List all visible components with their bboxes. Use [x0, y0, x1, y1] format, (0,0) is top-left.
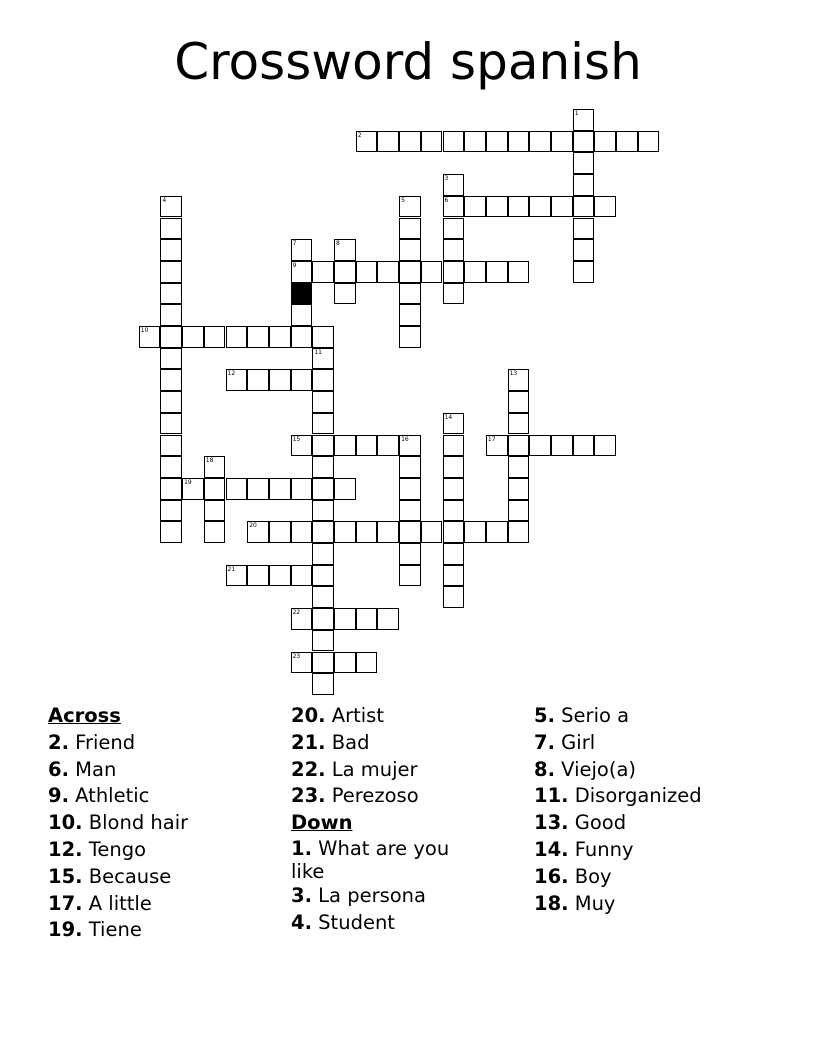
grid-cell[interactable] — [291, 369, 313, 391]
clue-number: 12 — [227, 370, 236, 378]
grid-cell[interactable] — [529, 196, 551, 218]
clue-number: 17 — [487, 435, 496, 443]
grid-cell[interactable] — [399, 131, 421, 153]
grid-cell[interactable] — [160, 304, 182, 326]
grid-cell[interactable] — [443, 261, 465, 283]
grid-cell[interactable] — [291, 652, 313, 674]
clue-number-label: 20. — [291, 704, 326, 727]
grid-cell[interactable] — [421, 521, 443, 543]
grid-cell[interactable] — [312, 391, 334, 413]
grid-cell[interactable] — [312, 478, 334, 500]
clue-text: Boy — [568, 864, 612, 888]
grid-cell[interactable] — [399, 304, 421, 326]
clue-text: Man — [68, 757, 117, 781]
across-clue — [48, 730, 278, 757]
grid-cell[interactable] — [508, 131, 530, 153]
grid-cell[interactable] — [204, 326, 226, 348]
grid-cell[interactable] — [377, 435, 399, 457]
grid-cell[interactable] — [508, 391, 530, 413]
across-clue — [48, 837, 278, 864]
grid-cell[interactable] — [399, 239, 421, 261]
grid-cell[interactable] — [312, 348, 334, 370]
grid-cell[interactable] — [182, 478, 204, 500]
grid-cell[interactable] — [508, 413, 530, 435]
grid-cell[interactable] — [334, 283, 356, 305]
clue-text: Student — [311, 910, 395, 934]
grid-cell[interactable] — [486, 131, 508, 153]
grid-cell[interactable] — [334, 521, 356, 543]
clue-number-label: 3. — [291, 883, 312, 907]
grid-cell[interactable] — [443, 543, 465, 565]
clue-number: 8 — [336, 240, 340, 248]
clue-number: 14 — [444, 413, 453, 421]
grid-cell[interactable] — [508, 261, 530, 283]
grid-cell[interactable] — [160, 326, 182, 348]
grid-cell[interactable] — [312, 630, 334, 652]
grid-cell[interactable] — [247, 565, 269, 587]
grid-cell[interactable] — [551, 196, 573, 218]
clue-number: 15 — [292, 435, 301, 443]
grid-cell[interactable] — [573, 196, 595, 218]
grid-cell[interactable] — [573, 261, 595, 283]
grid-cell[interactable] — [312, 521, 334, 543]
across-clue — [48, 757, 278, 784]
clue-column-1 — [48, 703, 278, 944]
across-clue — [48, 810, 278, 837]
grid-cell[interactable] — [573, 152, 595, 174]
clue-text: Perezoso — [325, 784, 419, 808]
grid-cell[interactable] — [247, 478, 269, 500]
clue-text: What are you like — [291, 836, 450, 883]
clue-number: 1 — [574, 110, 579, 117]
clue-number-label: 19. — [48, 918, 83, 942]
grid-cell[interactable] — [508, 435, 530, 457]
grid-cell[interactable] — [291, 304, 313, 326]
grid-cell[interactable] — [594, 435, 616, 457]
grid-cell[interactable] — [269, 478, 291, 500]
grid-cell[interactable] — [377, 608, 399, 630]
grid-cell[interactable] — [356, 521, 378, 543]
grid-cell[interactable] — [573, 174, 595, 196]
grid-cell[interactable] — [464, 261, 486, 283]
grid-cell[interactable] — [204, 500, 226, 522]
grid-cell[interactable] — [443, 586, 465, 608]
down-clue — [534, 783, 764, 810]
grid-cell[interactable] — [312, 413, 334, 435]
grid-cell[interactable] — [573, 435, 595, 457]
clue-number-label: 1. — [291, 836, 312, 860]
grid-cell[interactable] — [160, 521, 182, 543]
grid-cell[interactable] — [508, 369, 530, 391]
grid-cell[interactable] — [312, 261, 334, 283]
grid-cell[interactable] — [399, 326, 421, 348]
grid-cell[interactable] — [291, 261, 313, 283]
page-title: Crossword spanish — [174, 33, 642, 91]
grid-cell[interactable] — [291, 478, 313, 500]
clue-text: Friend — [68, 730, 136, 754]
grid-cell[interactable] — [226, 565, 248, 587]
grid-cell[interactable] — [399, 435, 421, 457]
grid-cell[interactable] — [269, 565, 291, 587]
down-heading: Down — [291, 811, 353, 835]
grid-cell[interactable] — [464, 131, 486, 153]
clue-text: Athletic — [68, 784, 150, 808]
grid-cell[interactable] — [594, 131, 616, 153]
down-clue — [291, 883, 521, 910]
grid-cell[interactable] — [269, 521, 291, 543]
grid-cell[interactable] — [443, 196, 465, 218]
clue-column-3 — [534, 703, 764, 917]
clue-text: La mujer — [325, 757, 418, 781]
grid-cell[interactable] — [204, 456, 226, 478]
clue-number: 3 — [444, 175, 449, 183]
clue-text: Viejo(a) — [554, 757, 637, 781]
grid-cell[interactable] — [443, 435, 465, 457]
grid-cell[interactable] — [160, 500, 182, 522]
grid-cell[interactable] — [421, 261, 443, 283]
clue-number-label: 21. — [291, 730, 326, 754]
grid-cell[interactable] — [486, 435, 508, 457]
grid-cell[interactable] — [312, 673, 334, 695]
grid-cell[interactable] — [139, 326, 161, 348]
down-clue — [534, 757, 764, 784]
grid-cell[interactable] — [421, 131, 443, 153]
down-clue — [534, 891, 764, 918]
grid-cell[interactable] — [356, 435, 378, 457]
clue-text: Girl — [554, 730, 596, 754]
clue-number-label: 14. — [534, 837, 569, 861]
grid-cell[interactable] — [399, 565, 421, 587]
grid-cell[interactable] — [160, 413, 182, 435]
clue-text: Disorganized — [568, 784, 702, 808]
clue-number: 13 — [509, 370, 518, 378]
clue-text: A little — [82, 891, 152, 915]
clue-number-label: 10. — [48, 811, 83, 835]
clue-number: 19 — [184, 478, 192, 486]
grid-cell[interactable] — [616, 131, 638, 153]
grid-cell[interactable] — [312, 565, 334, 587]
clue-text: Tiene — [82, 918, 142, 942]
across-clue-list — [48, 730, 278, 944]
grid-cell[interactable] — [334, 239, 356, 261]
grid-cell[interactable] — [204, 521, 226, 543]
across-clue — [48, 864, 278, 891]
grid-cell[interactable] — [160, 435, 182, 457]
clue-column-2 — [291, 703, 521, 937]
down-clue — [534, 703, 764, 730]
grid-cell[interactable] — [443, 456, 465, 478]
clue-text: La persona — [311, 883, 426, 907]
grid-cell[interactable] — [508, 521, 530, 543]
grid-cell[interactable] — [226, 478, 248, 500]
grid-cell[interactable] — [160, 283, 182, 305]
clue-number: 18 — [205, 457, 214, 465]
grid-cell[interactable] — [399, 218, 421, 240]
clue-number: 10 — [140, 327, 149, 334]
grid-cell[interactable] — [377, 131, 399, 153]
grid-cell[interactable] — [529, 435, 551, 457]
grid-cell[interactable] — [291, 239, 313, 261]
clue-text: Muy — [568, 891, 616, 915]
grid-cell[interactable] — [160, 218, 182, 240]
down-clue-list — [291, 837, 521, 937]
grid-cell[interactable] — [226, 326, 248, 348]
across-clue — [48, 783, 278, 810]
grid-cell[interactable] — [312, 369, 334, 391]
across-clue-list-continued — [291, 703, 521, 810]
grid-cell[interactable] — [573, 131, 595, 153]
down-clue-list-continued — [534, 703, 764, 917]
grid-cell[interactable] — [312, 586, 334, 608]
clue-number-label: 4. — [291, 910, 312, 934]
grid-cell[interactable] — [312, 456, 334, 478]
clue-number: 21 — [227, 565, 236, 573]
grid-cell[interactable] — [551, 435, 573, 457]
grid-cell[interactable] — [443, 565, 465, 587]
grid-cell[interactable] — [464, 521, 486, 543]
grid-cell[interactable] — [443, 131, 465, 153]
grid-cell[interactable] — [356, 608, 378, 630]
down-clue — [534, 864, 764, 891]
clue-number-label: 5. — [534, 704, 555, 727]
grid-cell[interactable] — [160, 456, 182, 478]
grid-cell[interactable] — [399, 261, 421, 283]
down-clue — [534, 730, 764, 757]
grid-cell[interactable] — [508, 456, 530, 478]
grid-cell[interactable] — [638, 131, 660, 153]
clue-text: Artist — [325, 704, 384, 727]
grid-cell[interactable] — [508, 500, 530, 522]
across-clue — [48, 917, 278, 944]
grid-cell[interactable] — [291, 521, 313, 543]
grid-cell[interactable] — [334, 435, 356, 457]
grid-cell[interactable] — [443, 413, 465, 435]
grid-cell[interactable] — [443, 283, 465, 305]
clue-number-label: 22. — [291, 757, 326, 781]
grid-cell[interactable] — [160, 196, 182, 218]
grid-cell[interactable] — [443, 500, 465, 522]
down-clue — [291, 910, 521, 937]
clue-number: 23 — [292, 652, 301, 660]
grid-cell[interactable] — [312, 435, 334, 457]
grid-cell[interactable] — [399, 521, 421, 543]
grid-cell[interactable] — [486, 521, 508, 543]
grid-cell[interactable] — [291, 565, 313, 587]
grid-cell[interactable] — [508, 478, 530, 500]
grid-cell[interactable] — [594, 196, 616, 218]
grid-cell[interactable] — [573, 218, 595, 240]
grid-cell[interactable] — [160, 348, 182, 370]
across-clue — [291, 730, 521, 757]
grid-cell[interactable] — [529, 131, 551, 153]
grid-cell[interactable] — [312, 326, 334, 348]
grid-cell[interactable] — [312, 608, 334, 630]
grid-cell[interactable] — [160, 391, 182, 413]
clue-number-label: 11. — [534, 784, 569, 808]
grid-cell[interactable] — [334, 608, 356, 630]
grid-cell[interactable] — [486, 261, 508, 283]
clue-number-label: 15. — [48, 864, 83, 888]
clue-number-label: 6. — [48, 757, 69, 781]
across-clue — [291, 757, 521, 784]
grid-cell[interactable] — [573, 109, 595, 131]
clue-text: Good — [568, 811, 627, 835]
grid-cell[interactable] — [399, 500, 421, 522]
clue-text: Because — [82, 864, 172, 888]
grid-cell[interactable] — [508, 196, 530, 218]
grid-cell[interactable] — [399, 478, 421, 500]
grid-cell[interactable] — [399, 543, 421, 565]
clue-number: 5 — [401, 196, 405, 204]
grid-cell[interactable] — [356, 652, 378, 674]
grid-cell[interactable] — [377, 521, 399, 543]
grid-cell[interactable] — [443, 218, 465, 240]
clue-number: 9 — [292, 261, 297, 269]
grid-cell[interactable] — [312, 652, 334, 674]
grid-cell[interactable] — [399, 283, 421, 305]
grid-cell[interactable] — [160, 478, 182, 500]
clue-text: Funny — [568, 837, 634, 861]
grid-cell[interactable] — [334, 652, 356, 674]
clue-number: 16 — [401, 435, 409, 443]
clue-number: 6 — [444, 196, 449, 204]
across-heading: Across — [48, 704, 121, 727]
grid-cell[interactable] — [291, 435, 313, 457]
grid-cell[interactable] — [247, 326, 269, 348]
grid-cell[interactable] — [356, 261, 378, 283]
grid-cell[interactable] — [247, 521, 269, 543]
black-cell — [291, 283, 313, 305]
clue-number-label: 12. — [48, 837, 83, 861]
grid-cell[interactable] — [204, 478, 226, 500]
grid-cell[interactable] — [334, 478, 356, 500]
clue-text: Tengo — [82, 837, 147, 861]
grid-cell[interactable] — [160, 261, 182, 283]
grid-cell[interactable] — [334, 261, 356, 283]
grid-cell[interactable] — [247, 369, 269, 391]
grid-cell[interactable] — [160, 369, 182, 391]
grid-cell[interactable] — [291, 326, 313, 348]
clue-text: Blond hair — [82, 811, 189, 835]
grid-cell[interactable] — [443, 239, 465, 261]
grid-cell[interactable] — [443, 521, 465, 543]
across-clue — [48, 891, 278, 918]
down-clue — [534, 810, 764, 837]
clue-number: 22 — [292, 609, 301, 617]
grid-cell[interactable] — [486, 196, 508, 218]
down-clue — [291, 837, 476, 883]
clue-number-label: 8. — [534, 757, 555, 781]
clue-number-label: 18. — [534, 891, 569, 915]
clue-text: Bad — [325, 730, 370, 754]
grid-cell[interactable] — [377, 261, 399, 283]
grid-cell[interactable] — [443, 478, 465, 500]
clue-number-label: 17. — [48, 891, 83, 915]
clue-text: Serio a — [554, 704, 630, 727]
grid-cell[interactable] — [269, 369, 291, 391]
grid-cell[interactable] — [443, 174, 465, 196]
grid-cell[interactable] — [291, 608, 313, 630]
clue-number-label: 23. — [291, 784, 326, 808]
across-clue — [291, 783, 521, 810]
grid-cell[interactable] — [573, 239, 595, 261]
clue-number: 11 — [314, 348, 322, 356]
clue-number-label: 7. — [534, 730, 555, 754]
grid-cell[interactable] — [226, 369, 248, 391]
grid-cell[interactable] — [312, 543, 334, 565]
clue-number-label: 9. — [48, 784, 69, 808]
grid-cell[interactable] — [464, 196, 486, 218]
grid-cell[interactable] — [551, 131, 573, 153]
grid-cell[interactable] — [399, 196, 421, 218]
grid-cell[interactable] — [356, 131, 378, 153]
clue-number: 20 — [249, 522, 257, 530]
clue-number: 2 — [357, 131, 362, 139]
clue-number: 4 — [162, 196, 167, 204]
grid-cell[interactable] — [160, 239, 182, 261]
clue-number-label: 2. — [48, 730, 69, 754]
down-clue — [534, 837, 764, 864]
clue-number: 7 — [292, 240, 297, 248]
across-clue — [291, 703, 521, 730]
grid-cell[interactable] — [399, 456, 421, 478]
clue-number-label: 13. — [534, 811, 569, 835]
clue-number-label: 16. — [534, 864, 569, 888]
grid-cell[interactable] — [312, 500, 334, 522]
grid-cell[interactable] — [269, 326, 291, 348]
grid-cell[interactable] — [182, 326, 204, 348]
